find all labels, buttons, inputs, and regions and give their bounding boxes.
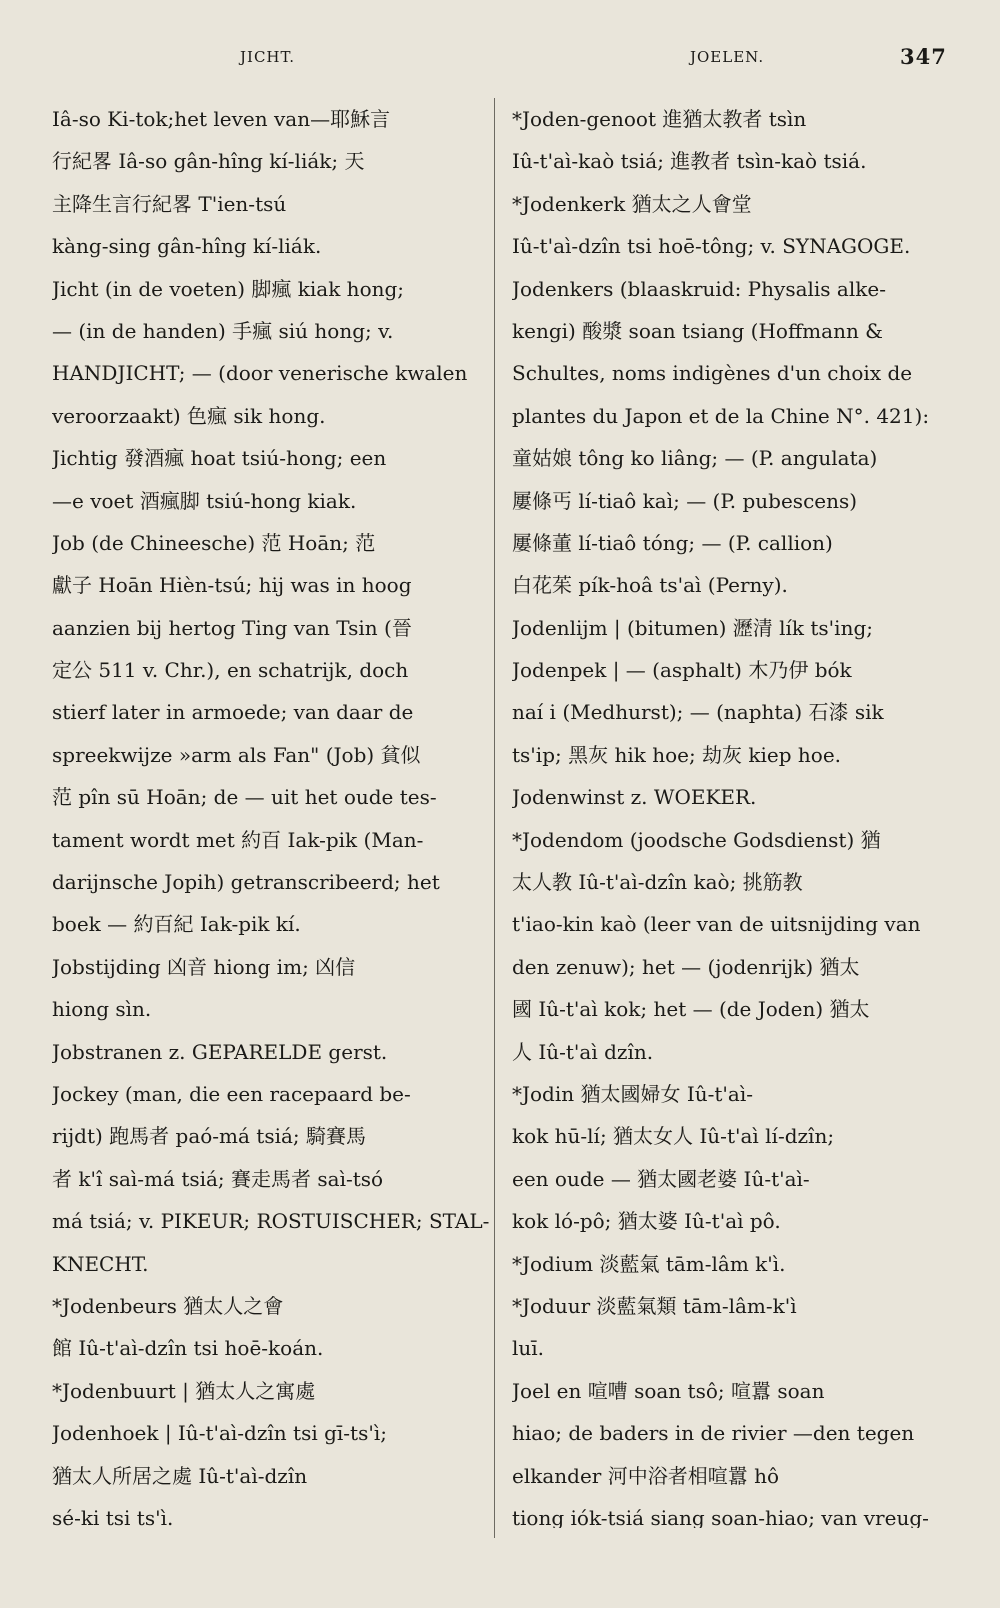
text-line bbox=[52, 310, 492, 352]
text-line bbox=[512, 268, 952, 310]
line-text: kengi) 酸漿 soan tsiang (Hoffmann & bbox=[512, 318, 883, 343]
line-text: 屢條丐 lí-tiaô kaì; — (P. pubescens) bbox=[512, 488, 858, 513]
text-line bbox=[52, 1455, 492, 1497]
line-text: 行紀畧 Iâ-so gân-hîng kí-liák; 天 bbox=[52, 149, 365, 174]
text-line bbox=[52, 649, 492, 691]
text-line bbox=[512, 310, 952, 352]
line-text: stierf later in armoede; van daar de bbox=[52, 700, 414, 725]
line-text: Jodenkers (blaaskruid: Physalis alke- bbox=[512, 276, 886, 301]
line-text: Jodenlijm | (bitumen) 瀝清 lík ts'ing; bbox=[512, 615, 873, 640]
line-text: t'iao-kin kaò (leer van de uitsnijding van bbox=[512, 912, 921, 937]
text-line bbox=[52, 734, 492, 776]
line-text: tiong iók-tsiá siang soan-hiao; van vreug- bbox=[512, 1505, 929, 1528]
text-line bbox=[52, 1370, 492, 1412]
text-line bbox=[512, 861, 952, 903]
text-line bbox=[52, 946, 492, 988]
line-text: KNECHT. bbox=[52, 1251, 149, 1276]
text-line bbox=[52, 480, 492, 522]
text-line bbox=[512, 988, 952, 1030]
line-text: Jodenwinst z. WOEKER. bbox=[512, 785, 757, 810]
text-line bbox=[512, 480, 952, 522]
text-line bbox=[512, 225, 952, 267]
line-text: 白花茱 pík-hoâ ts'aì (Perny). bbox=[512, 573, 788, 598]
text-line bbox=[512, 140, 952, 182]
running-head-right: JOELEN. bbox=[690, 48, 765, 66]
line-text: *Jodenkerk 猶太之人會堂 bbox=[512, 191, 752, 216]
text-line bbox=[52, 691, 492, 733]
text-line bbox=[512, 1327, 952, 1369]
line-text: 主降生言行紀畧 T'ien-tsú bbox=[52, 191, 287, 216]
text-line bbox=[512, 352, 952, 394]
line-text: HANDJICHT; — (door venerische kwalen bbox=[52, 361, 468, 386]
text-line bbox=[52, 776, 492, 818]
line-text: luī. bbox=[512, 1336, 545, 1361]
line-text: darijnsche Jopih) getranscribeerd; het bbox=[52, 870, 440, 895]
page-number: 347 bbox=[900, 44, 947, 69]
line-text: spreekwijze »arm als Fan" (Job) 貧似 bbox=[52, 742, 421, 767]
line-text: Jobstranen z. GEPARELDE gerst. bbox=[52, 1039, 388, 1064]
text-line bbox=[512, 437, 952, 479]
line-text: sé-ki tsi ts'ì. bbox=[52, 1505, 174, 1528]
line-text: plantes du Japon et de la Chine N°. 421): bbox=[512, 403, 930, 428]
text-line bbox=[52, 1285, 492, 1327]
text-line bbox=[512, 649, 952, 691]
text-line bbox=[512, 946, 952, 988]
text-line bbox=[52, 819, 492, 861]
text-line bbox=[52, 522, 492, 564]
line-text: den zenuw); het — (jodenrijk) 猶太 bbox=[512, 954, 860, 979]
line-text: 屢條董 lí-tiaô tóng; — (P. callion) bbox=[512, 530, 833, 555]
line-text: Jodenhoek | Iû-t'aì-dzîn tsi gī-ts'ì; bbox=[52, 1421, 387, 1446]
line-text: tament wordt met 約百 Iak-pik (Man- bbox=[52, 827, 424, 852]
text-line bbox=[512, 1243, 952, 1285]
line-text: *Jodenbuurt | 猶太人之寓處 bbox=[52, 1378, 316, 1403]
line-text: *Jodin 猶太國婦女 Iû-t'aì- bbox=[512, 1081, 754, 1106]
line-text: 國 Iû-t'aì kok; het — (de Joden) 猶太 bbox=[512, 997, 870, 1022]
text-line bbox=[52, 1412, 492, 1454]
text-line bbox=[52, 183, 492, 225]
text-line bbox=[52, 1073, 492, 1115]
text-line bbox=[52, 395, 492, 437]
text-line bbox=[512, 1455, 952, 1497]
column-divider bbox=[494, 98, 495, 1538]
text-line bbox=[512, 1497, 952, 1528]
text-line bbox=[52, 437, 492, 479]
text-line bbox=[512, 98, 952, 140]
text-line bbox=[52, 225, 492, 267]
text-line bbox=[52, 1200, 492, 1242]
text-line bbox=[52, 988, 492, 1030]
line-text: Jichtig 發酒瘋 hoat tsiú-hong; een bbox=[52, 446, 387, 471]
line-text: —e voet 酒瘋脚 tsiú-hong kiak. bbox=[52, 488, 357, 513]
line-text: *Joduur 淡藍氣類 tām-lâm-k'ì bbox=[512, 1293, 797, 1318]
line-text: rijdt) 跑馬者 paó-má tsiá; 騎賽馬 bbox=[52, 1124, 367, 1149]
line-text: 太人教 Iû-t'aì-dzîn kaò; 挑筋教 bbox=[512, 870, 803, 895]
text-line bbox=[512, 691, 952, 733]
text-line bbox=[512, 1115, 952, 1157]
text-line bbox=[52, 1158, 492, 1200]
text-line bbox=[52, 903, 492, 945]
text-line bbox=[512, 607, 952, 649]
text-line bbox=[512, 819, 952, 861]
text-line bbox=[512, 1073, 952, 1115]
line-text: Jicht (in de voeten) 脚瘋 kiak hong; bbox=[52, 276, 405, 301]
text-line bbox=[512, 1031, 952, 1073]
line-text: boek — 約百紀 Iak-pik kí. bbox=[52, 912, 301, 937]
line-text: een oude — 猶太國老婆 Iû-t'aì- bbox=[512, 1166, 810, 1191]
text-line bbox=[52, 352, 492, 394]
text-line bbox=[512, 183, 952, 225]
right-column bbox=[512, 98, 952, 1528]
text-line bbox=[52, 564, 492, 606]
line-text: — (in de handen) 手瘋 siú hong; v. bbox=[52, 318, 394, 343]
line-text: 人 Iû-t'aì dzîn. bbox=[512, 1039, 654, 1064]
line-text: kok hū-lí; 猶太女人 Iû-t'aì lí-dzîn; bbox=[512, 1124, 835, 1149]
text-line bbox=[52, 140, 492, 182]
line-text: Iû-t'aì-dzîn tsi hoē-tông; v. SYNAGOGE. bbox=[512, 234, 911, 259]
text-line bbox=[512, 522, 952, 564]
line-text: Iû-t'aì-kaò tsiá; 進教者 tsìn-kaò tsiá. bbox=[512, 149, 867, 174]
left-column bbox=[52, 98, 492, 1528]
line-text: 定公 511 v. Chr.), en schatrijk, doch bbox=[52, 658, 409, 683]
line-text: aanzien bij hertog Ting van Tsin (晉 bbox=[52, 615, 412, 640]
line-text: elkander 河中浴者相喧囂 hô bbox=[512, 1463, 779, 1488]
line-text: hiao; de baders in de rivier —den tegen bbox=[512, 1421, 915, 1446]
line-text: 獻子 Hoān Hièn-tsú; hij was in hoog bbox=[52, 573, 412, 598]
text-line bbox=[512, 734, 952, 776]
line-text: *Jodendom (joodsche Godsdienst) 猶 bbox=[512, 827, 881, 852]
line-text: Jodenpek | — (asphalt) 木乃伊 bók bbox=[512, 658, 852, 683]
text-line bbox=[52, 607, 492, 649]
line-text: Jobstijding 凶音 hiong im; 凶信 bbox=[52, 954, 356, 979]
text-line bbox=[512, 1285, 952, 1327]
running-head-left: JICHT. bbox=[240, 48, 296, 66]
text-line bbox=[52, 1031, 492, 1073]
line-text: *Joden-genoot 進猶太教者 tsìn bbox=[512, 107, 807, 131]
line-text: Iâ-so Ki-tok;het leven van—耶穌言 bbox=[52, 107, 391, 131]
line-text: ts'ip; 黑灰 hik hoe; 劫灰 kiep hoe. bbox=[512, 742, 842, 767]
text-line bbox=[512, 1412, 952, 1454]
line-text: 猶太人所居之處 Iû-t'aì-dzîn bbox=[52, 1463, 308, 1488]
line-text: 童姑娘 tông ko liâng; — (P. angulata) bbox=[512, 446, 878, 471]
line-text: veroorzaakt) 色瘋 sik hong. bbox=[52, 403, 326, 428]
line-text: 者 k'î saì-má tsiá; 賽走馬者 saì-tsó bbox=[52, 1166, 384, 1191]
line-text: Schultes, noms indigènes d'un choix de bbox=[512, 361, 913, 386]
text-line bbox=[52, 1497, 492, 1528]
text-line bbox=[52, 861, 492, 903]
line-text: hiong sìn. bbox=[52, 997, 152, 1022]
line-text: Jockey (man, die een racepaard be- bbox=[52, 1081, 411, 1106]
line-text: Job (de Chineesche) 范 Hoān; 范 bbox=[52, 530, 376, 555]
line-text: kàng-sing gân-hîng kí-liák. bbox=[52, 234, 322, 259]
line-text: 館 Iû-t'aì-dzîn tsi hoē-koán. bbox=[52, 1336, 324, 1361]
line-text: kok ló-pô; 猶太婆 Iû-t'aì pô. bbox=[512, 1209, 781, 1234]
text-line bbox=[512, 564, 952, 606]
line-text: *Jodenbeurs 猶太人之會 bbox=[52, 1293, 284, 1318]
line-text: Joel en 喧嘈 soan tsô; 喧囂 soan bbox=[512, 1378, 825, 1403]
text-line bbox=[512, 903, 952, 945]
text-line bbox=[512, 1370, 952, 1412]
text-line bbox=[512, 395, 952, 437]
text-line bbox=[52, 268, 492, 310]
text-line bbox=[52, 1327, 492, 1369]
text-line bbox=[52, 98, 492, 140]
line-text: 范 pîn sū Hoān; de — uit het oude tes- bbox=[52, 785, 437, 810]
line-text: má tsiá; v. PIKEUR; ROSTUISCHER; STAL- bbox=[52, 1209, 490, 1234]
text-line bbox=[52, 1115, 492, 1157]
text-line bbox=[512, 776, 952, 818]
text-line bbox=[512, 1200, 952, 1242]
line-text: naí i (Medhurst); — (naphta) 石漆 sik bbox=[512, 700, 884, 725]
text-line bbox=[512, 1158, 952, 1200]
text-line bbox=[52, 1243, 492, 1285]
line-text: *Jodium 淡藍氣 tām-lâm k'ì. bbox=[512, 1251, 786, 1276]
